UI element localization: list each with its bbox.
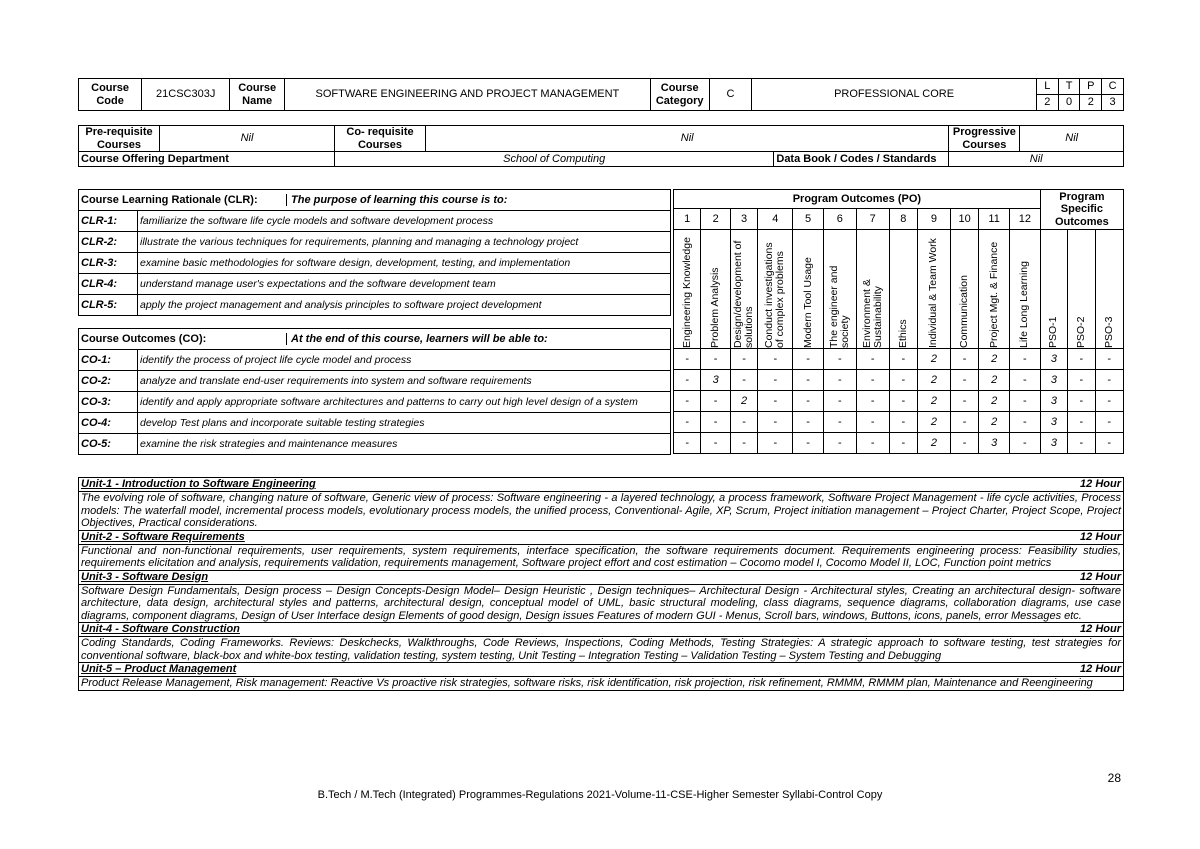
databook-label: Data Book / Codes / Standards [774, 152, 949, 167]
po-name [1068, 230, 1095, 349]
po-name-label: Environment & Sustainability [860, 279, 884, 348]
map-cell: - [889, 412, 917, 433]
map-cell: - [950, 370, 978, 391]
map-cell: - [950, 412, 978, 433]
map-cell: - [889, 370, 917, 391]
map-cell: - [1068, 349, 1095, 370]
co-row: CO-1: identify the process of project life cycle model and process [79, 350, 671, 371]
po-name [889, 230, 917, 349]
po-name [918, 230, 951, 349]
unit-header [79, 571, 1123, 585]
co-row: CO-2: analyze and translate end-user requirements into system and software requirements [79, 371, 671, 392]
page-number: 28 [1107, 771, 1121, 785]
map-cell: - [889, 433, 917, 454]
clr-heading: Course Learning Rationale (CLR): The purpose of learning this course is to: [79, 190, 671, 211]
map-cell: - [889, 391, 917, 412]
map-cell: - [793, 433, 824, 454]
unit-title: Unit-3 - Software Design [81, 570, 209, 583]
po-name [979, 230, 1010, 349]
po-mapping-table [673, 189, 1124, 454]
map-cell: - [730, 349, 757, 370]
po-name [701, 230, 731, 349]
co-row: CO-4: develop Test plans and incorporate suitable testing strategies [79, 413, 671, 434]
po-number: 10 [950, 209, 978, 230]
map-cell: - [1068, 433, 1095, 454]
co-map-row [674, 433, 1124, 454]
unit-title: Unit-5 – Product Management [81, 663, 237, 675]
ltpc-p-label: P [1080, 79, 1102, 95]
map-cell: 2 [918, 370, 951, 391]
map-cell: - [950, 349, 978, 370]
po-name [674, 230, 701, 349]
map-cell: - [1095, 349, 1124, 370]
map-cell: - [793, 391, 824, 412]
po-name-label: PSO-2 [1074, 316, 1087, 348]
po-number: 11 [979, 209, 1010, 230]
map-cell: - [758, 370, 793, 391]
unit-header [79, 663, 1123, 677]
map-cell: - [1009, 412, 1040, 433]
map-cell: 2 [918, 349, 951, 370]
po-name-label: Conduct investigations of complex problems [763, 242, 787, 348]
po-number: 5 [793, 209, 824, 230]
map-cell: - [701, 391, 731, 412]
po-name-label: Project Mgt. & Finance [987, 241, 1000, 348]
map-cell: - [730, 370, 757, 391]
map-cell: - [1095, 370, 1124, 391]
ltpc-c-label: C [1102, 79, 1124, 95]
map-cell: 2 [730, 391, 757, 412]
po-name-label: Design/development of solutions [732, 240, 756, 348]
map-cell: - [1095, 391, 1124, 412]
ltpc-t-value: 0 [1058, 95, 1080, 111]
map-cell: 3 [1040, 412, 1067, 433]
map-cell: 2 [918, 391, 951, 412]
map-cell: - [823, 370, 856, 391]
po-name [1040, 230, 1067, 349]
unit-hours: 12 Hour [1080, 623, 1121, 635]
po-name-label: Communication [958, 275, 971, 348]
progressive-value: Nil [1020, 126, 1124, 152]
map-cell: 3 [1040, 433, 1067, 454]
po-heading: Program Outcomes (PO) [674, 190, 1041, 209]
footer-text: B.Tech / M.Tech (Integrated) Programmes-Regulations 2021-Volume-11-CSE-Higher Semester Syllabi-Control Copy [317, 789, 883, 801]
map-cell: 3 [1040, 370, 1067, 391]
po-map-body [674, 349, 1124, 454]
po-name [823, 230, 856, 349]
dept-value: School of Computing [335, 152, 774, 167]
map-cell: - [1095, 412, 1124, 433]
map-cell: - [856, 433, 889, 454]
clr-row: CLR-4: understand manage user's expectations and the software development team [79, 274, 671, 295]
map-cell: - [701, 349, 731, 370]
po-number: 9 [918, 209, 951, 230]
co-map-row [674, 370, 1124, 391]
map-cell: 2 [979, 349, 1010, 370]
po-name [730, 230, 757, 349]
po-number: 3 [730, 209, 757, 230]
po-name-label: Engineering Knowledge [680, 237, 693, 348]
map-cell: - [1009, 433, 1040, 454]
po-name-row [674, 230, 1124, 349]
ltpc-t-label: T [1058, 79, 1080, 95]
unit-hours: 12 Hour [1080, 530, 1121, 543]
co-row: CO-3: identify and apply appropriate software architectures and patterns to carry out high level design of a system [79, 392, 671, 413]
map-cell: - [701, 412, 731, 433]
po-number: 12 [1009, 209, 1040, 230]
map-cell: - [674, 412, 701, 433]
unit-body: Coding Standards, Coding Frameworks. Reviews: Deskchecks, Walkthroughs, Code Reviews, Inspections, Coding Methods, Testing Strategies: A strategic approach to software testing, test strategies for conventional software, black-box and white-box testing, validation testing, system testing, Unit Testing – Integration Testing – Validation Testing – System Testing and Debugging [81, 637, 1121, 662]
dept-label: Course Offering Department [79, 152, 335, 167]
category-name: PROFESSIONAL CORE [752, 79, 1037, 111]
co-map-row [674, 412, 1124, 433]
map-cell: - [856, 412, 889, 433]
unit-header [79, 623, 1123, 637]
unit-body: Functional and non-functional requirements, user requirements, system requirements, interface specification, the software requirements document. Requirements engineering process: Feasibility studies, requirements elicitation and analysis, requirements validation, requirements management, Software project effort and cost estimation – Cocomo model I, Cocomo Model II, LOC, Function point metrics [81, 544, 1121, 569]
map-cell: - [1095, 433, 1124, 454]
map-cell: - [889, 349, 917, 370]
ltpc-p-value: 2 [1080, 95, 1102, 111]
map-cell: - [730, 433, 757, 454]
po-number: 4 [758, 209, 793, 230]
map-cell: - [758, 349, 793, 370]
databook-value: Nil [949, 152, 1124, 167]
map-cell: 2 [979, 370, 1010, 391]
map-cell: 2 [979, 391, 1010, 412]
clr-row: CLR-1: familiarize the software life cycle models and software development process [79, 211, 671, 232]
map-cell: - [950, 433, 978, 454]
unit-header [79, 531, 1123, 545]
map-cell: - [674, 391, 701, 412]
map-cell: - [1009, 391, 1040, 412]
prereq-value: Nil [160, 126, 335, 152]
units-section [78, 477, 1124, 691]
map-cell: - [674, 433, 701, 454]
prerequisite-table [78, 125, 1124, 167]
unit-header [79, 478, 1123, 492]
po-name-label: Modern Tool Usage [801, 257, 814, 348]
map-cell: - [793, 349, 824, 370]
map-cell: 2 [979, 412, 1010, 433]
po-name [1009, 230, 1040, 349]
course-code: 21CSC303J [142, 79, 230, 111]
progressive-label: Progressive Courses [949, 126, 1020, 152]
clr-row: CLR-5: apply the project management and analysis principles to software project development [79, 295, 671, 316]
po-number: 7 [856, 209, 889, 230]
co-row: CO-5: examine the risk strategies and maintenance measures [79, 434, 671, 455]
po-name-label: Individual & Team Work [927, 238, 940, 348]
po-name [950, 230, 978, 349]
map-cell: - [730, 412, 757, 433]
po-number: 6 [823, 209, 856, 230]
clr-co-table [78, 189, 671, 455]
map-cell: - [1009, 349, 1040, 370]
clr-row: CLR-2: illustrate the various techniques for requirements, planning and managing a technology project [79, 232, 671, 253]
map-cell: - [950, 391, 978, 412]
po-number: 2 [701, 209, 731, 230]
po-name-label: The engineer and society [827, 265, 851, 348]
map-cell: - [856, 349, 889, 370]
map-cell: - [701, 433, 731, 454]
unit-title: Unit-1 - Introduction to Software Engineering [81, 478, 316, 490]
map-cell: - [856, 370, 889, 391]
map-cell: - [758, 391, 793, 412]
unit-title: Unit-4 - Software Construction [81, 623, 240, 635]
po-name-label: Life Long Learning [1018, 261, 1031, 348]
po-number: 1 [674, 209, 701, 230]
map-cell: 3 [701, 370, 731, 391]
clr-row: CLR-3: examine basic methodologies for software design, development, testing, and implementation [79, 253, 671, 274]
map-cell: - [674, 349, 701, 370]
coreq-label: Co- requisite Courses [335, 126, 426, 152]
prereq-label: Pre-requisite Courses [79, 126, 160, 152]
unit-body: Product Release Management, Risk management: Reactive Vs proactive risk strategies, software risks, risk identification, risk projection, risk refinement, RMMM, RMMM plan, Maintenance and Reengineering [81, 677, 1093, 689]
map-cell: - [1068, 412, 1095, 433]
map-cell: - [1068, 370, 1095, 391]
map-cell: - [1068, 391, 1095, 412]
map-cell: - [856, 391, 889, 412]
map-cell: 3 [979, 433, 1010, 454]
course-category-label: Course Category [650, 79, 709, 111]
unit-title: Unit-2 - Software Requirements [81, 530, 245, 543]
map-cell: 2 [918, 412, 951, 433]
po-name-label: PSO-1 [1047, 316, 1060, 348]
map-cell: - [1009, 370, 1040, 391]
course-name: SOFTWARE ENGINEERING AND PROJECT MANAGEMENT [285, 79, 651, 111]
map-cell: - [674, 370, 701, 391]
ltpc-c-value: 3 [1102, 95, 1124, 111]
map-cell: - [823, 391, 856, 412]
map-cell: - [758, 433, 793, 454]
map-cell: - [793, 370, 824, 391]
po-name-label: PSO-3 [1102, 316, 1115, 348]
co-map-row [674, 349, 1124, 370]
course-category: C [709, 79, 751, 111]
po-name [793, 230, 824, 349]
po-name-label: Problem Analysis [709, 267, 722, 348]
co-heading: Course Outcomes (CO): At the end of this course, learners will be able to: [79, 329, 671, 350]
unit-hours: 12 Hour [1080, 663, 1121, 675]
po-number: 8 [889, 209, 917, 230]
course-header-table [78, 78, 1124, 111]
unit-hours: 12 Hour [1080, 478, 1121, 490]
map-cell: - [823, 349, 856, 370]
course-code-label: Course Code [79, 79, 142, 111]
map-cell: 3 [1040, 349, 1067, 370]
po-name [758, 230, 793, 349]
course-name-label: Course Name [230, 79, 285, 111]
map-cell: - [793, 412, 824, 433]
po-name-label: Ethics [896, 319, 909, 348]
pso-heading: Program Specific Outcomes [1040, 190, 1123, 230]
map-cell: - [823, 433, 856, 454]
map-cell: - [758, 412, 793, 433]
po-name [1095, 230, 1124, 349]
map-cell: 2 [918, 433, 951, 454]
co-map-row [674, 391, 1124, 412]
ltpc-l-value: 2 [1036, 95, 1058, 111]
map-cell: - [823, 412, 856, 433]
po-name [856, 230, 889, 349]
unit-body: Software Design Fundamentals, Design process – Design Concepts-Design Model– Design Heuristic , Design techniques– Architectural Design - Architectural styles, Creating an architectural design- software architecture, data design, architectural styles and patterns, architectural design, conceptual model of UML, basic structural modeling, class diagrams, sequence diagrams, collaboration diagrams, use case diagrams, component diagrams, Design of User Interface design Elements of good design, Design issues Features of modern GUI - Menus, Scroll bars, windows, Buttons, icons, panels, error Messages etc. [81, 584, 1121, 622]
coreq-value: Nil [426, 126, 949, 152]
unit-hours: 12 Hour [1080, 570, 1121, 583]
unit-body: The evolving role of software, changing nature of software, Generic view of process: Software engineering - a layered technology, a process framework, Software Project Management - life cycle activities, Process models: The waterfall model, incremental process models, evolutionary process models, the unified process, Conventional- Agile, XP, Scrum, Project initiation management – Project Charter, Project Scope, Project Objectives, Practical considerations. [81, 492, 1121, 529]
map-cell: 3 [1040, 391, 1067, 412]
ltpc-l-label: L [1036, 79, 1058, 95]
